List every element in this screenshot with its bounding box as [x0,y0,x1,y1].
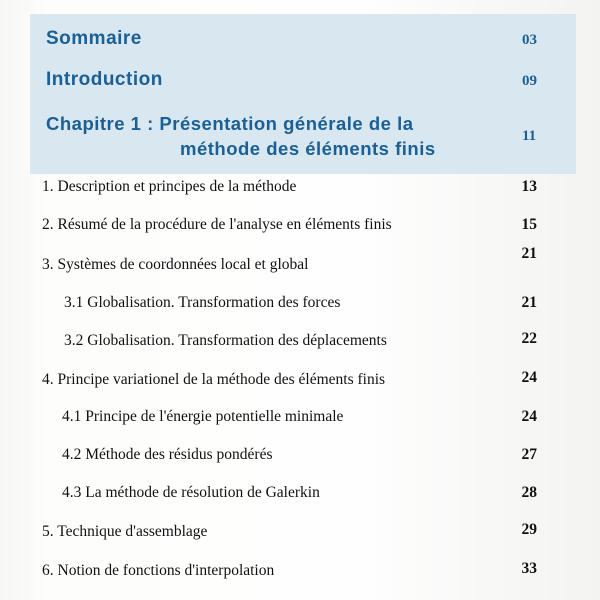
toc-entry: 5. Technique d'assemblage [42,523,208,540]
toc-entry: 3.1 Globalisation. Transformation des forces [64,294,341,311]
toc-entry: 4.2 Méthode des résidus pondérés [62,446,273,463]
toc-entry: 3. Systèmes de coordonnées local et global [42,256,309,273]
toc-entry-page: 24 [521,369,537,386]
toc-entry: 4.1 Principe de l'énergie potentielle minimale [62,408,344,425]
toc-entry-page: 28 [521,484,537,501]
heading-sommaire-page: 03 [522,32,537,48]
heading-introduction-page: 09 [522,73,537,89]
toc-entry-page: 27 [521,446,537,463]
toc-entry-page: 15 [521,216,537,233]
toc-entry-page: 29 [521,521,537,538]
toc-entry-page: 13 [521,178,537,195]
toc-entry-page: 21 [521,245,537,262]
heading-introduction: Introduction [46,69,163,90]
heading-chapitre-1-line1: Chapitre 1 : Présentation générale de la [46,113,414,134]
toc-entry: 1. Description et principes de la méthode [42,178,297,195]
heading-chapitre-1-line2: méthode des éléments finis [180,138,436,159]
heading-sommaire: Sommaire [46,28,142,49]
toc-entry-page: 24 [521,408,537,425]
toc-entry: 3.2 Globalisation. Transformation des déplacements [64,332,387,349]
toc-entry: 6. Notion de fonctions d'interpolation [42,562,275,579]
toc-entry: 4. Principe variationel de la méthode des éléments finis [42,371,386,388]
toc-entry: 4.3 La méthode de résolution de Galerkin [62,484,320,501]
toc-entry-page: 22 [521,330,537,347]
toc-entry: 2. Résumé de la procédure de l'analyse en éléments finis [42,216,392,233]
heading-chapitre-1-page: 11 [522,128,537,144]
toc-entry-page: 33 [521,560,537,577]
toc-entry-page: 21 [521,294,537,311]
